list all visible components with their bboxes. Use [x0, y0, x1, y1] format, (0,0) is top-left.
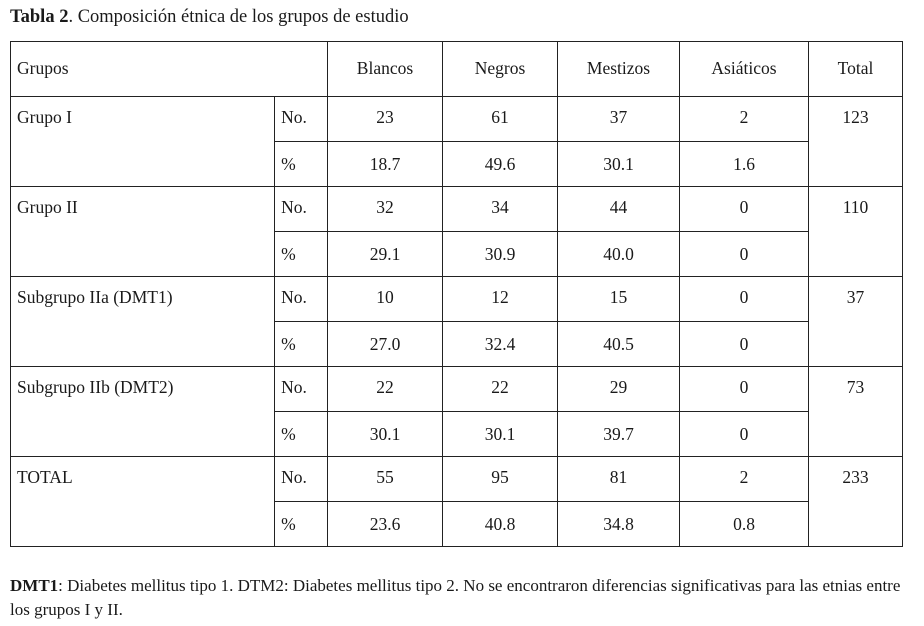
unit-label-count: No.	[275, 367, 328, 412]
cell-mestizos-count: 44	[558, 187, 680, 232]
caption-label: Tabla 2	[10, 7, 69, 27]
cell-total: 73	[809, 367, 903, 457]
header-grupos: Grupos	[11, 42, 328, 97]
cell-mestizos-percent: 40.0	[558, 232, 680, 277]
table-caption	[10, 4, 409, 30]
cell-mestizos-count: 29	[558, 367, 680, 412]
cell-mestizos-percent: 39.7	[558, 412, 680, 457]
cell-negros-percent: 49.6	[443, 142, 558, 187]
cell-negros-count: 22	[443, 367, 558, 412]
cell-total: 233	[809, 457, 903, 547]
cell-asiaticos-count: 0	[680, 187, 809, 232]
header-mestizos: Mestizos	[558, 42, 680, 97]
cell-total: 110	[809, 187, 903, 277]
cell-blancos-count: 23	[328, 97, 443, 142]
cell-blancos-count: 32	[328, 187, 443, 232]
unit-label-count: No.	[275, 187, 328, 232]
cell-mestizos-percent: 34.8	[558, 502, 680, 547]
unit-label-percent: %	[275, 322, 328, 367]
cell-negros-percent: 30.9	[443, 232, 558, 277]
cell-asiaticos-count: 2	[680, 97, 809, 142]
cell-blancos-percent: 18.7	[328, 142, 443, 187]
group-name: Subgrupo IIa (DMT1)	[11, 277, 275, 367]
footnote-text: : Diabetes mellitus tipo 1. DTM2: Diabetes mellitus tipo 2. No se encontraron diferencias significativas para las etnias entre los grupos I y II.	[10, 576, 901, 619]
group-name: Grupo II	[11, 187, 275, 277]
cell-asiaticos-percent: 0	[680, 412, 809, 457]
header-blancos: Blancos	[328, 42, 443, 97]
row-subgrupo-iia-dmt1-count	[11, 277, 903, 322]
header-asiaticos: Asiáticos	[680, 42, 809, 97]
cell-asiaticos-count: 0	[680, 277, 809, 322]
cell-blancos-percent: 23.6	[328, 502, 443, 547]
cell-asiaticos-percent: 0.8	[680, 502, 809, 547]
cell-asiaticos-count: 2	[680, 457, 809, 502]
cell-negros-percent: 30.1	[443, 412, 558, 457]
ethnic-composition-table	[10, 41, 903, 547]
cell-negros-percent: 32.4	[443, 322, 558, 367]
cell-blancos-percent: 30.1	[328, 412, 443, 457]
unit-label-percent: %	[275, 142, 328, 187]
table-footnote	[10, 574, 910, 622]
cell-negros-count: 95	[443, 457, 558, 502]
cell-asiaticos-percent: 0	[680, 322, 809, 367]
cell-blancos-count: 10	[328, 277, 443, 322]
cell-negros-count: 61	[443, 97, 558, 142]
header-negros: Negros	[443, 42, 558, 97]
cell-mestizos-percent: 30.1	[558, 142, 680, 187]
cell-total: 37	[809, 277, 903, 367]
header-total: Total	[809, 42, 903, 97]
unit-label-percent: %	[275, 412, 328, 457]
table-body	[11, 97, 903, 547]
row-grupo-ii-count	[11, 187, 903, 232]
unit-label-count: No.	[275, 97, 328, 142]
group-name: Grupo I	[11, 97, 275, 187]
cell-mestizos-count: 37	[558, 97, 680, 142]
unit-label-count: No.	[275, 457, 328, 502]
caption-text: . Composición étnica de los grupos de estudio	[68, 7, 409, 27]
unit-label-percent: %	[275, 502, 328, 547]
group-name: TOTAL	[11, 457, 275, 547]
cell-negros-count: 12	[443, 277, 558, 322]
cell-blancos-percent: 27.0	[328, 322, 443, 367]
cell-mestizos-count: 81	[558, 457, 680, 502]
cell-blancos-count: 55	[328, 457, 443, 502]
cell-total: 123	[809, 97, 903, 187]
unit-label-count: No.	[275, 277, 328, 322]
row-total-count	[11, 457, 903, 502]
cell-asiaticos-percent: 1.6	[680, 142, 809, 187]
row-subgrupo-iib-dmt2-count	[11, 367, 903, 412]
unit-label-percent: %	[275, 232, 328, 277]
footnote-label: DMT1	[10, 576, 59, 595]
cell-mestizos-percent: 40.5	[558, 322, 680, 367]
cell-mestizos-count: 15	[558, 277, 680, 322]
cell-blancos-count: 22	[328, 367, 443, 412]
cell-negros-count: 34	[443, 187, 558, 232]
group-name: Subgrupo IIb (DMT2)	[11, 367, 275, 457]
cell-negros-percent: 40.8	[443, 502, 558, 547]
row-grupo-i-count	[11, 97, 903, 142]
cell-asiaticos-percent: 0	[680, 232, 809, 277]
cell-blancos-percent: 29.1	[328, 232, 443, 277]
table-header-row	[11, 42, 903, 97]
cell-asiaticos-count: 0	[680, 367, 809, 412]
